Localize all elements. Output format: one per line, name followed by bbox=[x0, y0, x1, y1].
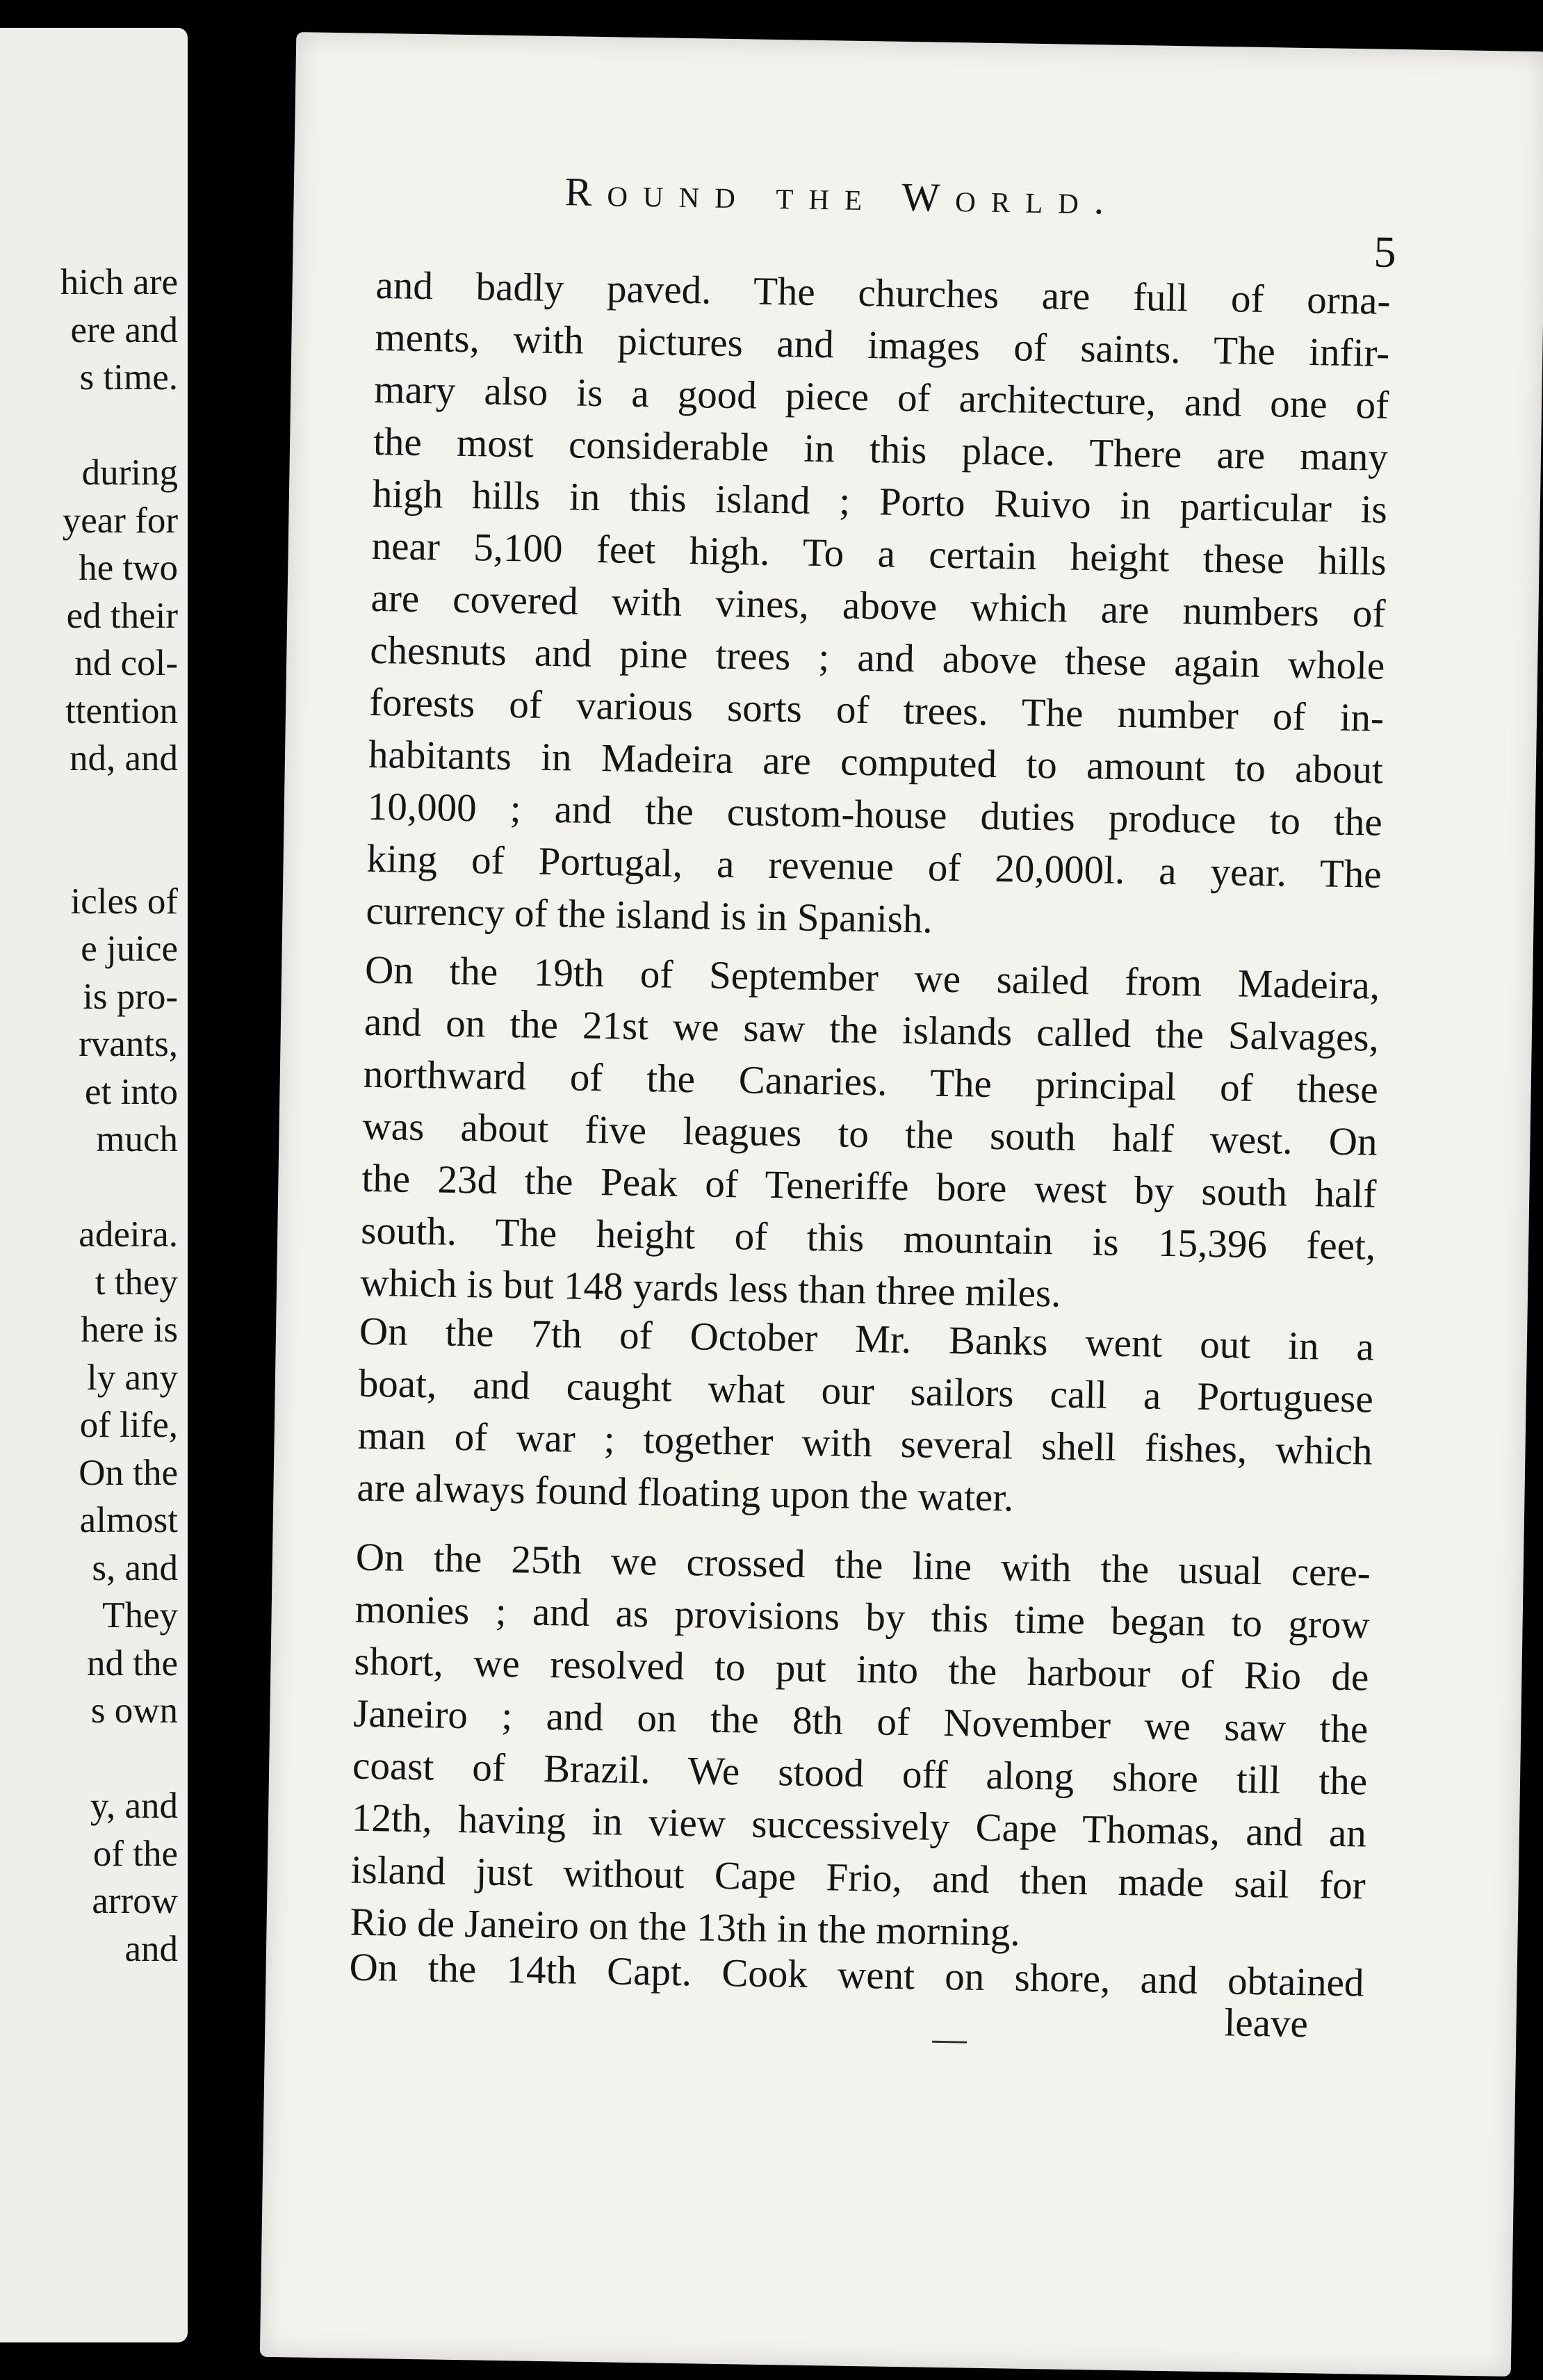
text-line: On the 19th of September we sailed from Madeira, bbox=[364, 947, 1380, 1008]
text-line: island just without Cape Frio, and then made sail for bbox=[350, 1848, 1366, 1908]
text-line: which is but 148 yards less than three miles. bbox=[359, 1260, 1061, 1316]
left-page-line: icles of bbox=[70, 881, 178, 922]
left-page-line: he two bbox=[79, 548, 178, 588]
text-line: the most considerable in this place. There are many bbox=[373, 419, 1389, 480]
paragraph-4 bbox=[350, 1531, 1371, 1964]
text-line: the 23d the Peak of Teneriffe bore west by south half bbox=[361, 1156, 1377, 1216]
text-line: king of Portugal, a revenue of 20,000l. a year. The bbox=[366, 836, 1382, 897]
text-line: chesnuts and pine trees ; and above these again whole bbox=[369, 628, 1385, 688]
left-page-line: t they bbox=[95, 1262, 178, 1303]
text-line: are always found floating upon the water. bbox=[357, 1465, 1014, 1520]
running-head: Round the World. bbox=[564, 169, 1120, 223]
left-page-line: is pro- bbox=[83, 976, 178, 1017]
left-page-line: of life, bbox=[79, 1405, 178, 1445]
short-rule bbox=[932, 2041, 967, 2044]
paragraph-1 bbox=[366, 259, 1391, 953]
text-line: 10,000 ; and the custom-house duties produce to the bbox=[367, 784, 1383, 845]
left-page-line: rvants, bbox=[79, 1024, 178, 1064]
left-page-line: here is bbox=[81, 1310, 178, 1350]
text-line: Rio de Janeiro on the 13th in the morning. bbox=[350, 1900, 1021, 1955]
text-line: was about five leagues to the south half west. On bbox=[362, 1104, 1378, 1164]
text-line: monies ; and as provisions by this time began to grow bbox=[354, 1587, 1371, 1647]
left-page-line: s time. bbox=[79, 357, 178, 398]
left-page-line: nd col- bbox=[74, 643, 178, 683]
left-page-line: s own bbox=[90, 1690, 178, 1731]
left-page-line: et into bbox=[85, 1071, 178, 1112]
text-line: boat, and caught what our sailors call a Portuguese bbox=[358, 1361, 1374, 1421]
left-page-line: They bbox=[102, 1595, 178, 1636]
left-page-line: hich are bbox=[60, 262, 178, 302]
paragraph-2 bbox=[360, 944, 1380, 1325]
book-page bbox=[260, 32, 1543, 2377]
text-line: Janeiro ; and on the 8th of November we saw the bbox=[352, 1691, 1369, 1752]
page-number: 5 bbox=[1373, 227, 1397, 277]
text-line: coast of Brazil. We stood off along shore till the bbox=[352, 1743, 1368, 1804]
left-page-line: much bbox=[96, 1119, 178, 1159]
text-line: forests of various sorts of trees. The number of in- bbox=[368, 680, 1385, 740]
left-page-line: ttention bbox=[65, 690, 178, 731]
text-line: high hills in this island ; Porto Ruivo in particular is bbox=[372, 471, 1388, 532]
previous-page-fragment bbox=[0, 28, 188, 2342]
text-line: mary also is a good piece of architecture, and one of bbox=[373, 367, 1389, 427]
left-page-line: ly any bbox=[87, 1357, 178, 1398]
left-page-line: ed their bbox=[66, 595, 178, 636]
paragraph-3 bbox=[357, 1305, 1375, 1530]
text-line: man of war ; together with several shell fishes, which bbox=[357, 1413, 1373, 1474]
text-line: northward of the Canaries. The principal of these bbox=[363, 1052, 1379, 1112]
left-page-line: y, and bbox=[90, 1786, 178, 1826]
left-page-line: ere and bbox=[70, 309, 178, 350]
left-page-line: almost bbox=[79, 1500, 178, 1540]
text-line: south. The height of this mountain is 15,396 feet, bbox=[360, 1208, 1376, 1269]
text-line: currency of the island is in Spanish. bbox=[366, 888, 933, 942]
text-line: near 5,100 feet high. To a certain height these hills bbox=[371, 523, 1387, 584]
text-line: On the 7th of October Mr. Banks went out in a bbox=[359, 1309, 1375, 1369]
left-page-line: arrow bbox=[92, 1881, 178, 1921]
text-line: habitants in Madeira are computed to amount to about bbox=[368, 732, 1384, 792]
text-line: 12th, having in view successively Cape Thomas, and an bbox=[351, 1795, 1367, 1856]
text-line: short, we resolved to put into the harbour of Rio de bbox=[354, 1639, 1369, 1700]
left-page-line: during bbox=[81, 453, 178, 493]
left-page-line: of the bbox=[92, 1833, 178, 1874]
text-line: ments, with pictures and images of saints. The infir- bbox=[375, 315, 1390, 375]
left-page-line: year for bbox=[62, 500, 178, 541]
left-page-line: and bbox=[124, 1928, 178, 1969]
text-line: and on the 21st we saw the islands called the Salvages, bbox=[364, 1000, 1380, 1060]
text-line: On the 25th we crossed the line with the usual cere- bbox=[355, 1535, 1371, 1595]
left-page-line: nd the bbox=[87, 1643, 178, 1684]
text-line: On the 14th Capt. Cook went on shore, and obtained bbox=[349, 1945, 1364, 2005]
left-page-line: e juice bbox=[81, 929, 178, 969]
catchword: leave bbox=[1224, 2000, 1309, 2046]
left-page-line: adeira. bbox=[79, 1214, 178, 1255]
left-page-line: On the bbox=[79, 1452, 178, 1493]
text-line: and badly paved. The churches are full of orna- bbox=[375, 263, 1391, 323]
left-page-line: nd, and bbox=[69, 738, 178, 779]
left-page-line: s, and bbox=[92, 1547, 178, 1588]
text-line: are covered with vines, above which are numbers of bbox=[370, 576, 1386, 636]
